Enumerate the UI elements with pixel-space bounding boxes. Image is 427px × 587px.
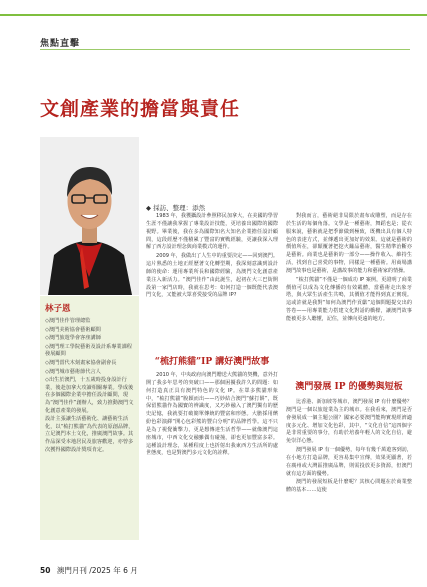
page-number: 50 [40,566,51,575]
subhead-advantages: 澳門發展 IP 的優勢與短板 [295,382,403,392]
article-column-2 [286,213,412,325]
top-stripe [0,14,427,16]
paragraph: 澳門發展 IP 有一個優勢，每年有幾千萬遊客到訪，在小地方打造品牌，更容易集中宣傳，效果更顯著，若在廣州或大灣區推廣品牌，則需投放更多資源，但澳門就有這方面的優勢。 [286,447,412,477]
paragraph: 2009 年，我做出了人生中的重要決定——回到澳門。這片熟悉的土地正經歷著文化轉型期，我深刻意識到設計師的使命：運用專業所長和國際經驗，為澳門文化創意產業注入新活力。“澳門佳作”由此誕生，起初在大三巴街開設第一家門店時，我就在思考：如何打造一個既能代表澳門文化，又能被大眾喜愛接受的品牌 IP? [146,253,278,299]
profile-item: ◇澳門旅遊學會客座講師 [45,335,101,342]
profile-item: ◇澳門當代木刻畫家協會副會長 [45,359,117,366]
kicker-rule [40,49,410,50]
article-title: 文創產業的擔當與責任 [40,98,241,120]
paragraph: 對我而言，藝術絕非局限於畫布或雕塑，而是存在於生活的每個角落。文學是一種藝術，舞蹈也是；從衣服來說，藝術就是把季節做到極致，既機出具有個人特色的表達方式，並傳遞出更加好的效果。這就是藝術的價值所在，卻顛覆著把挖火籬品藝術，醫生精準治斷亦是藝術。商業也是藝術的一部分——操作收入、維持生活，找到自己喜愛的事物，同樣是一種藝術。用商場講澳門故事也是藝術，是講故事的能力和藝術家的情操。 [286,213,412,274]
portrait-illustration [40,137,139,295]
article-column-2-lower [286,399,412,496]
profile-item: ◇澳門理工學院藝術及設計系專業課程發展顧問 [45,343,132,358]
paragraph: 比香港、新加坡等城市，澳門發展 IP 有什麼優勢？澳門是一個以旅遊業為主的城市。在我看來，澳門是否會發展成一個主題公園？國家必要澳門能夠實現經濟適度多元化、增加文化色彩，其中，“文化自信”這四個字是非常重要的事分，有助於培養年輕人的文化自信，避免崇洋心態。 [286,399,412,445]
profile-sidebar [40,296,139,540]
profile-name: 林子恩 [45,304,71,314]
page-footer [40,565,138,576]
section-kicker: 焦點直擊 [40,39,81,49]
paragraph: 1983 年，我獲攝設計參照移民加拿大，在美國的學習生涯不僅讓我掌握了專業設計技能，更培養出國際的國際視野。畢業後，我在多為國際知名大知名企業擔任設計顧問，這段經歷不僅積累了豐富的實戰經驗，更讓我深入理解了西方設計理念與商業模式的運作。 [146,213,278,251]
byline: ◆ 採訪、整理：添然 [146,204,206,212]
profile-item: ◇澳門佳作管理總監 [45,318,91,324]
paragraph: 2010 年，中央政府向澳門贈送大熊貓的契機，意外打開了我多年思考的突破口——那個困擾我許久的問題：如何打造真正具有澳門特色的文化 IP。在眾多熊貓形象中，“梳打熊貓”脫穎而出——巧妙結合澳門“蘇打餅”，既保留熊貓作為國寶的辨識度，又巧妙融入了澳門獨有的歷史記憶，我就要打破簡單傳統的豐富和形態。大膽採用繽紛色彩演繹“開心包彩熊的豐白分明”的品牌哲學。這不只是為了視覺衝擊力，更是想傳達生活哲學——就像澳門這座城市，中西文化交融雖偶有碰撞，卻也更加豐富多彩。這種設計理念，某種程度上也折射出我東西方生活所的處世態度，也是對澳門多元文化的詮釋。 [146,372,278,457]
paragraph: “梳打熊貓”不僅是一個成功 IP 案例，更證明了商業價值可以成為文化傳播的有效載體。當藝術走出象牙塔，與大眾生活產生共鳴，其價值才能得到真正實現。這或許就是我對“如何為澳門作貢獻”這個問題提交出的答卷——用專業能力搭建文化對話的橋樑，讓澳門故事能被更多人聽懂，記住，並傳向更遠的地方。 [286,276,412,322]
profile-list [45,318,135,455]
subhead-ip-story: “梳打熊貓”IP 講好澳門故事 [154,357,270,367]
paragraph: 澳門的發展短板是什麼呢？其核心問題在於商業整體的基本……這使 [286,479,412,494]
profile-item: ◇澳門城市藝術節代言人 [45,368,101,375]
profile-item: ◇澳門美術協會藝術顧問 [45,326,101,333]
portrait-photo [40,137,139,295]
article-column-1 [146,213,278,301]
article-column-1-lower [146,372,278,459]
top-bar [0,0,427,22]
profile-item: 設計主張讓生活藝術化、讓藝術生活化，以“梳打熊貓”為代表的原創品牌，立足澳門本土文化，推廣澳門故事。其作品深受本地居民及旅客歡迎，亦曾多次獲得國際設計獎項肯定。 [45,416,134,453]
profile-item: ◇出生於澳門，十五歲時投身設計行業，後赴加拿大攻讀相關專業。學成後在多個國際企業中擔任設計顧問，現為“澳門佳作”創辦人，致力推動澳門文化創意產業的發展。 [45,377,134,414]
issue-label: 澳門月刊 /2025 年 6 月 [56,566,138,575]
